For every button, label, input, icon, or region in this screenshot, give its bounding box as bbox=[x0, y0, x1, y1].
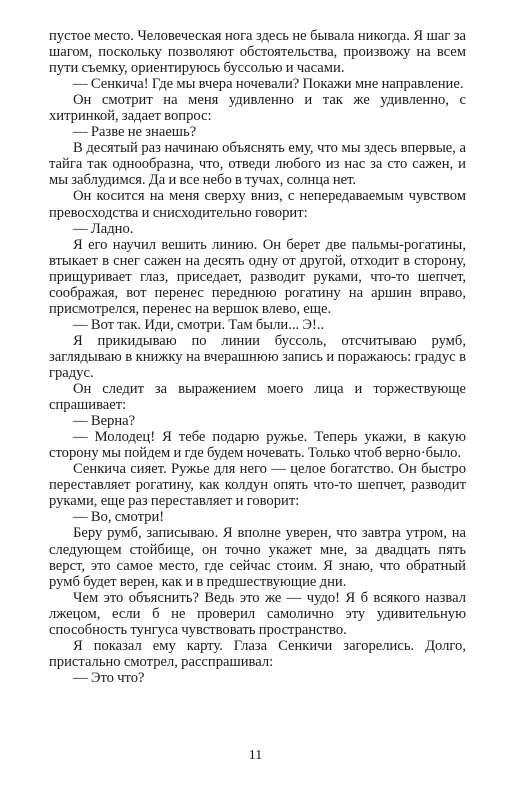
paragraph: Беру румб, записываю. Я вполне уверен, что завтра утром, на следующем стойбище, он точно укажет мне, за двадцать пять верст, это самое место, где сейчас стоим. Я знаю, что обратный румб будет верен, как и в предшествующие дни. bbox=[49, 525, 466, 590]
page-number: 11 bbox=[248, 748, 263, 763]
paragraph: Он смотрит на меня удивленно и так же удивленно, с хитринкой, задает вопрос: bbox=[49, 92, 466, 125]
paragraph: — Ладно. bbox=[73, 220, 134, 237]
paragraph: — Это что? bbox=[73, 669, 145, 686]
paragraph: Чем это объяснить? Ведь это же — чудо! Я б всякого назвал лжецом, если б не проверил самолично эту удивительную способность тунгуса чувствовать пространство. bbox=[49, 589, 466, 638]
paragraph: — Верна? bbox=[73, 413, 136, 430]
paragraph: — Молодец! Я тебе подарю ружье. Теперь укажи, в какую сторону мы пойдем и где будем ночевать. Только чтоб верно·было. bbox=[49, 429, 466, 462]
paragraph: Сенкича сияет. Ружье для него — целое богатство. Он быстро переставляет рогатину, как колдун опять что-то шепчет, разводит руками, еще раз переставляет и говорит: bbox=[49, 461, 466, 510]
paragraph: — Разве не знаешь? bbox=[73, 124, 197, 141]
paragraph: Он косится на меня сверху вниз, с непередаваемым чувством превосходства и снисходительно говорит: bbox=[49, 188, 466, 221]
paragraph: Я показал ему карту. Глаза Сенкичи загорелись. Долго, пристально смотрел, расспрашивал: bbox=[49, 637, 466, 670]
page-body bbox=[49, 28, 466, 686]
paragraph: Он следит за выражением моего лица и торжествующе спрашивает: bbox=[49, 381, 466, 414]
paragraph: В десятый раз начинаю объяснять ему, что мы здесь впервые, а тайга так однообразна, что, отведи любого из нас за сто сажен, и мы заблудимся. Да и все небо в тучах, солнца нет. bbox=[49, 140, 466, 189]
paragraph: Я его научил вешить линию. Он берет две пальмы-рогатины, втыкает в снег сажен на десять одну от другой, отходит в сторону, прищуривает глаз, приседает, разводит руками, что-то шепчет, соображая, вот перенес переднюю рогатину на аршин вправо, присмотрелся, перенес на вершок влево, еще. bbox=[49, 236, 466, 317]
body-text bbox=[49, 28, 466, 686]
paragraph: — Сенкича! Где мы вчера ночевали? Покажи мне направление. bbox=[73, 76, 464, 93]
paragraph: — Вот так. Иди, смотри. Там были... Э!.. bbox=[73, 316, 325, 333]
paragraph: — Во, смотри! bbox=[73, 509, 165, 526]
paragraph: пустое место. Человеческая нога здесь не бывала никогда. Я шаг за шагом, поскольку позволяют обстоятельства, произвожу на всем пути съемку, ориентируюсь буссолью и часами. bbox=[49, 28, 466, 77]
paragraph: Я прикидываю по линии буссоль, отсчитываю румб, заглядываю в книжку на вчерашнюю запись и поражаюсь: градус в градус. bbox=[49, 332, 466, 381]
